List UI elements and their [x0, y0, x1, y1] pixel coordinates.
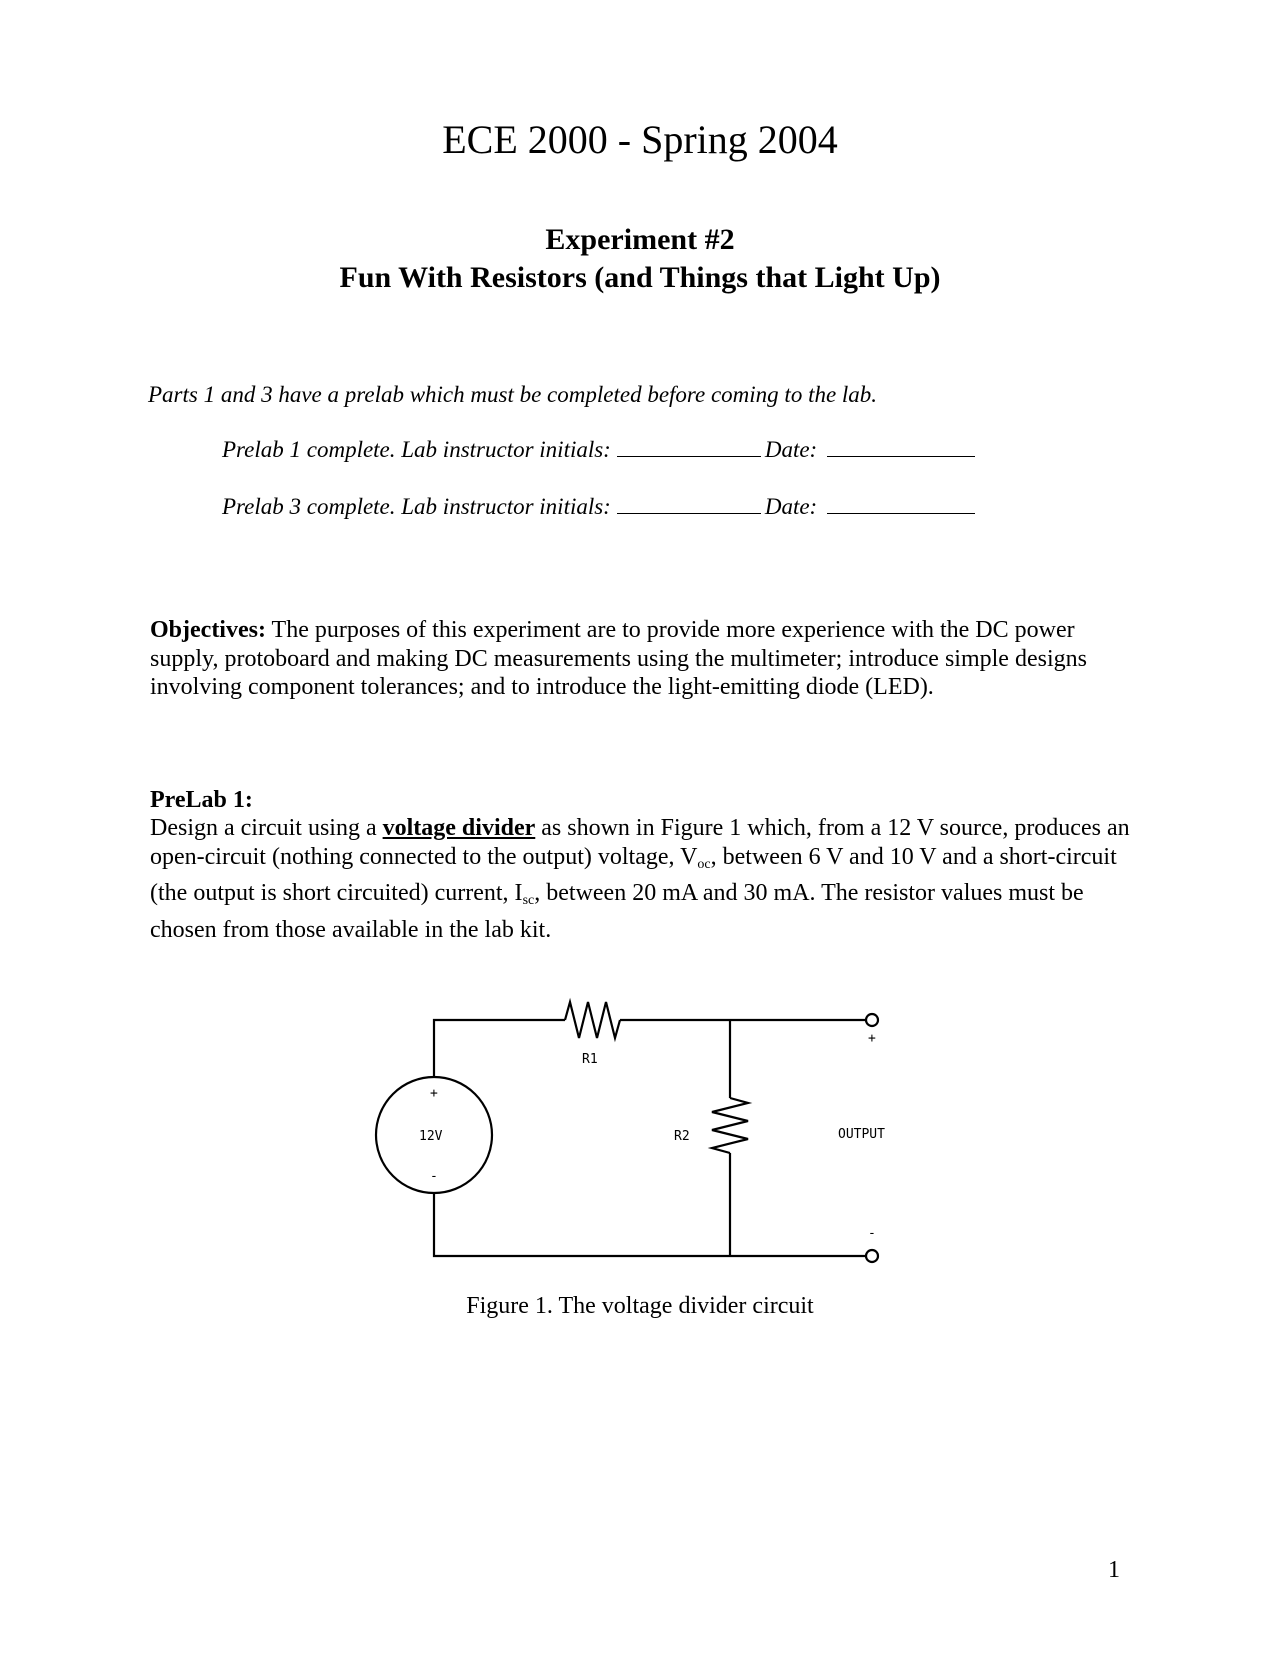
source-voltage-label: 12V	[419, 1129, 443, 1144]
prelab1-heading: PreLab 1:	[150, 787, 253, 813]
prelab1-text: as shown in Figure 1 which, from a 12 V source, produces an open-circuit (nothing connected to the output) voltage, V	[150, 815, 1130, 870]
prelab-intro: Parts 1 and 3 have a prelab which must be completed before coming to the lab.	[148, 382, 878, 407]
page-number: 1	[1108, 1557, 1120, 1583]
prelab1-text: Design a circuit using a	[150, 815, 377, 841]
voc-subscript: oc	[697, 856, 711, 872]
signoff-label: Prelab 3 complete. Lab instructor initials:	[222, 494, 611, 519]
date-blank	[827, 493, 975, 514]
initials-blank	[617, 436, 761, 457]
wire-bottom	[434, 1193, 866, 1256]
output-plus-sign: +	[868, 1031, 876, 1046]
output-minus-sign: -	[868, 1226, 876, 1241]
figure-caption: Figure 1. The voltage divider circuit	[466, 1293, 814, 1319]
voltage-divider-term: voltage divider	[382, 815, 536, 841]
output-terminal-negative	[866, 1250, 878, 1262]
initials-blank	[617, 493, 761, 514]
isc-subscript: sc	[522, 893, 535, 908]
output-terminal-positive	[866, 1014, 878, 1026]
source-minus-sign: -	[430, 1169, 438, 1184]
signoff-label: Prelab 1 complete. Lab instructor initials:	[222, 437, 611, 462]
signoff-prelab-1	[222, 436, 975, 464]
prelab1-paragraph	[150, 814, 1130, 944]
r2-label: R2	[674, 1129, 690, 1144]
objectives-text: The purposes of this experiment are to provide more experience with the DC power supply, protoboard and making DC measurements using the multimeter; introduce simple designs involving component tolerances; and to introduce the light-emitting diode (LED).	[150, 617, 1087, 700]
prelab1-text: , between 20 mA and 30 mA. The resistor values must be chosen from those available in the lab kit.	[150, 880, 1084, 943]
r1-resistor	[565, 1002, 620, 1038]
source-plus-sign: +	[430, 1086, 438, 1101]
output-label: OUTPUT	[838, 1127, 885, 1142]
objectives-label: Objectives:	[150, 617, 266, 643]
date-label: Date:	[764, 494, 818, 519]
date-label: Date:	[764, 437, 818, 462]
experiment-number: Experiment #2	[545, 223, 735, 256]
date-blank	[827, 436, 975, 457]
signoff-prelab-3	[222, 493, 975, 521]
course-title: ECE 2000 - Spring 2004	[442, 117, 838, 162]
experiment-subtitle: Fun With Resistors (and Things that Light Up)	[339, 261, 941, 294]
objectives-paragraph	[150, 616, 1130, 702]
r2-resistor	[712, 1098, 748, 1153]
r1-label: R1	[582, 1052, 598, 1067]
prelab1-text: , between 6 V and 10 V and a short-circuit (the output is short circuited) current, I	[150, 843, 1117, 906]
voltage-divider-circuit	[360, 985, 920, 1265]
